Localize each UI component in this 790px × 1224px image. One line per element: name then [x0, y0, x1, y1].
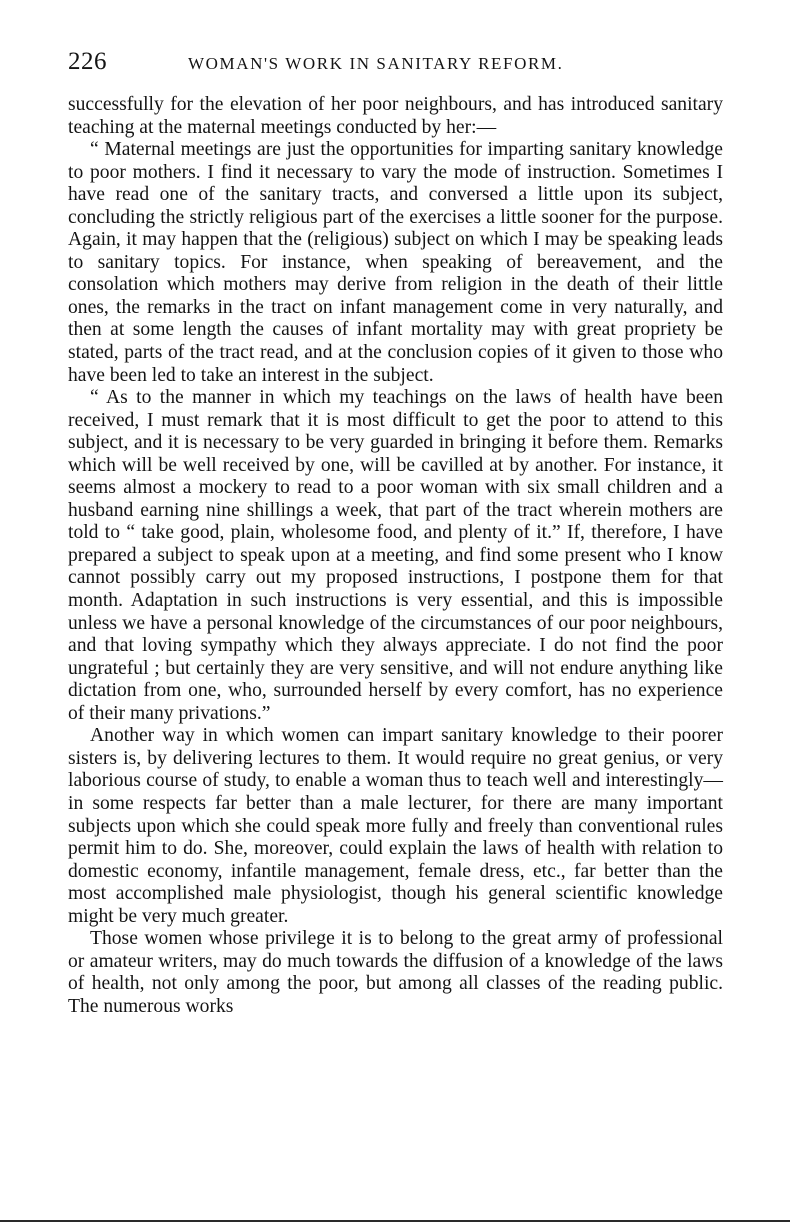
paragraph-quote-maternal-meetings: “ Maternal meetings are just the opportunities for imparting sanitary knowledge to poor mothers. I find it necessary to vary the mode of instruction. Sometimes I have read one of the sanitary tracts, and conversed a little upon its subject, concluding the strictly religious part of the exercises a little sooner for the purpose. Again, it may happen that the (religious) subject on which I may be speaking leads to sanitary topics. For instance, when speaking of bereavement, and the consolation which mothers may derive from religion in the death of their little ones, the remarks in the tract on infant management come in very naturally, and then at some length the causes of infant mortality may with great propriety be stated, parts of the tract read, and at the conclusion copies of it given to those who have been led to take an interest in the subject.	[68, 139, 723, 386]
paragraph-quote-teachings: “ As to the manner in which my teachings on the laws of health have been received, I must remark that it is most difficult to get the poor to attend to this subject, and it is necessary to be very guarded in bringing it before them. Remarks which will be well received by one, will be cavilled at by another. For instance, it seems almost a mockery to read to a poor woman with six small children and a husband earning nine shillings a week, that part of the tract wherein mothers are told to “ take good, plain, wholesome food, and plenty of it.” If, therefore, I have prepared a subject to speak upon at a meeting, and find some present who I know cannot possibly carry out my proposed instructions, I postpone them for that month. Adaptation in such instructions is very essential, and this is impossible unless we have a personal knowledge of the circumstances of our poor neighbours, and that loving sympathy which they always appreciate. I do not find the poor ungrateful ; but certainly they are very sensitive, and will not endure anything like dictation from one, who, surrounded herself by every comfort, has no experience of their many privations.”	[68, 387, 723, 724]
running-head: WOMAN'S WORK IN SANITARY REFORM.	[188, 54, 564, 73]
page-header	[68, 48, 728, 78]
page-number: 226	[68, 48, 107, 75]
body-text	[68, 94, 723, 1018]
paragraph-continuation: successfully for the elevation of her poor neighbours, and has introduced sanitary teaching at the maternal meetings conducted by her:—	[68, 94, 723, 138]
paragraph-lectures: Another way in which women can impart sanitary knowledge to their poorer sisters is, by delivering lectures to them. It would require no great genius, or very laborious course of study, to enable a woman thus to teach well and interestingly—in some respects far better than a male lecturer, for there are many important subjects upon which she could speak more fully and freely than conventional rules permit him to do. She, moreover, could explain the laws of health with relation to domestic economy, infantile management, female dress, etc., far better than the most accomplished male physiologist, though his general scientific knowledge might be very much greater.	[68, 725, 723, 927]
bottom-rule	[0, 1220, 790, 1222]
paragraph-writers: Those women whose privilege it is to belong to the great army of professional or amateur writers, may do much towards the diffusion of a knowledge of the laws of health, not only among the poor, but among all classes of the reading public. The numerous works	[68, 928, 723, 1017]
